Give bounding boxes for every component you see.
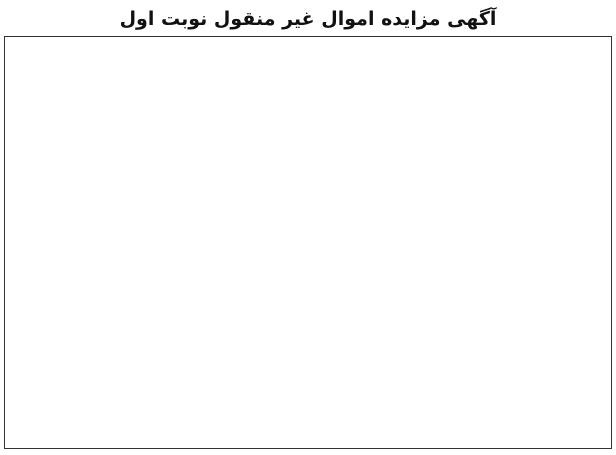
notice-title: آگهی مزایده اموال غیر منقول نوبت اول [119,8,497,30]
body-text-left [12,43,303,440]
body-column-left [12,43,303,442]
title-bar [6,4,610,34]
body-column-right [313,43,604,442]
notice-frame [4,36,612,449]
